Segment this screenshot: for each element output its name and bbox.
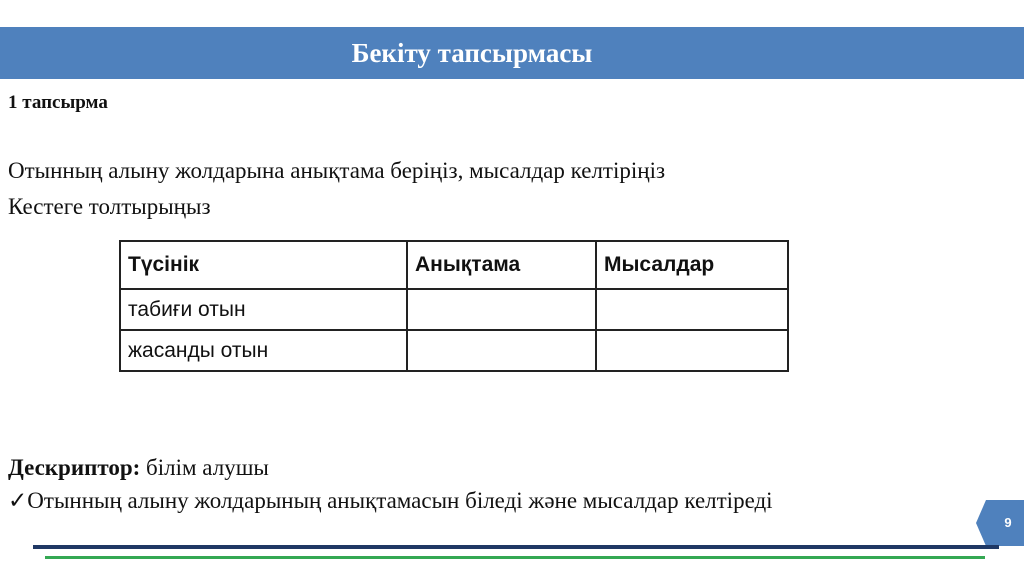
table-cell-definition	[407, 289, 596, 330]
table-cell-definition	[407, 330, 596, 371]
descriptor-text: білім алушы	[140, 455, 269, 480]
table-cell-concept: табиғи отын	[120, 289, 407, 330]
descriptor-criterion	[8, 488, 773, 514]
descriptor	[8, 455, 269, 481]
table-cell-examples	[596, 330, 788, 371]
page-number-badge: 9	[986, 500, 1024, 546]
check-icon: ✓	[8, 488, 28, 513]
header-concept: Түсінік	[120, 241, 407, 289]
table-cell-concept: жасанды отын	[120, 330, 407, 371]
footer-rule-green	[45, 556, 985, 559]
task-table	[119, 240, 789, 372]
table-cell-examples	[596, 289, 788, 330]
table-row	[120, 330, 788, 371]
header-definition: Анықтама	[407, 241, 596, 289]
table-instruction: Кестеге толтырыңыз	[8, 194, 211, 219]
task-instruction: Отынның алыну жолдарына анықтама беріңіз, мысалдар келтіріңіз	[8, 158, 666, 183]
task-heading: 1 тапсырма	[8, 92, 108, 113]
header-band	[0, 27, 1024, 79]
table-header-row	[120, 241, 788, 289]
footer-rule-navy	[33, 545, 999, 549]
criterion-text: Отынның алыну жолдарының анықтамасын біледі және мысалдар келтіреді	[27, 488, 773, 513]
descriptor-label: Дескриптор:	[8, 455, 141, 480]
table-row	[120, 289, 788, 330]
slide-title: Бекіту тапсырмасы	[351, 38, 593, 68]
page-badge-notch	[976, 500, 986, 546]
header-examples: Мысалдар	[596, 241, 788, 289]
